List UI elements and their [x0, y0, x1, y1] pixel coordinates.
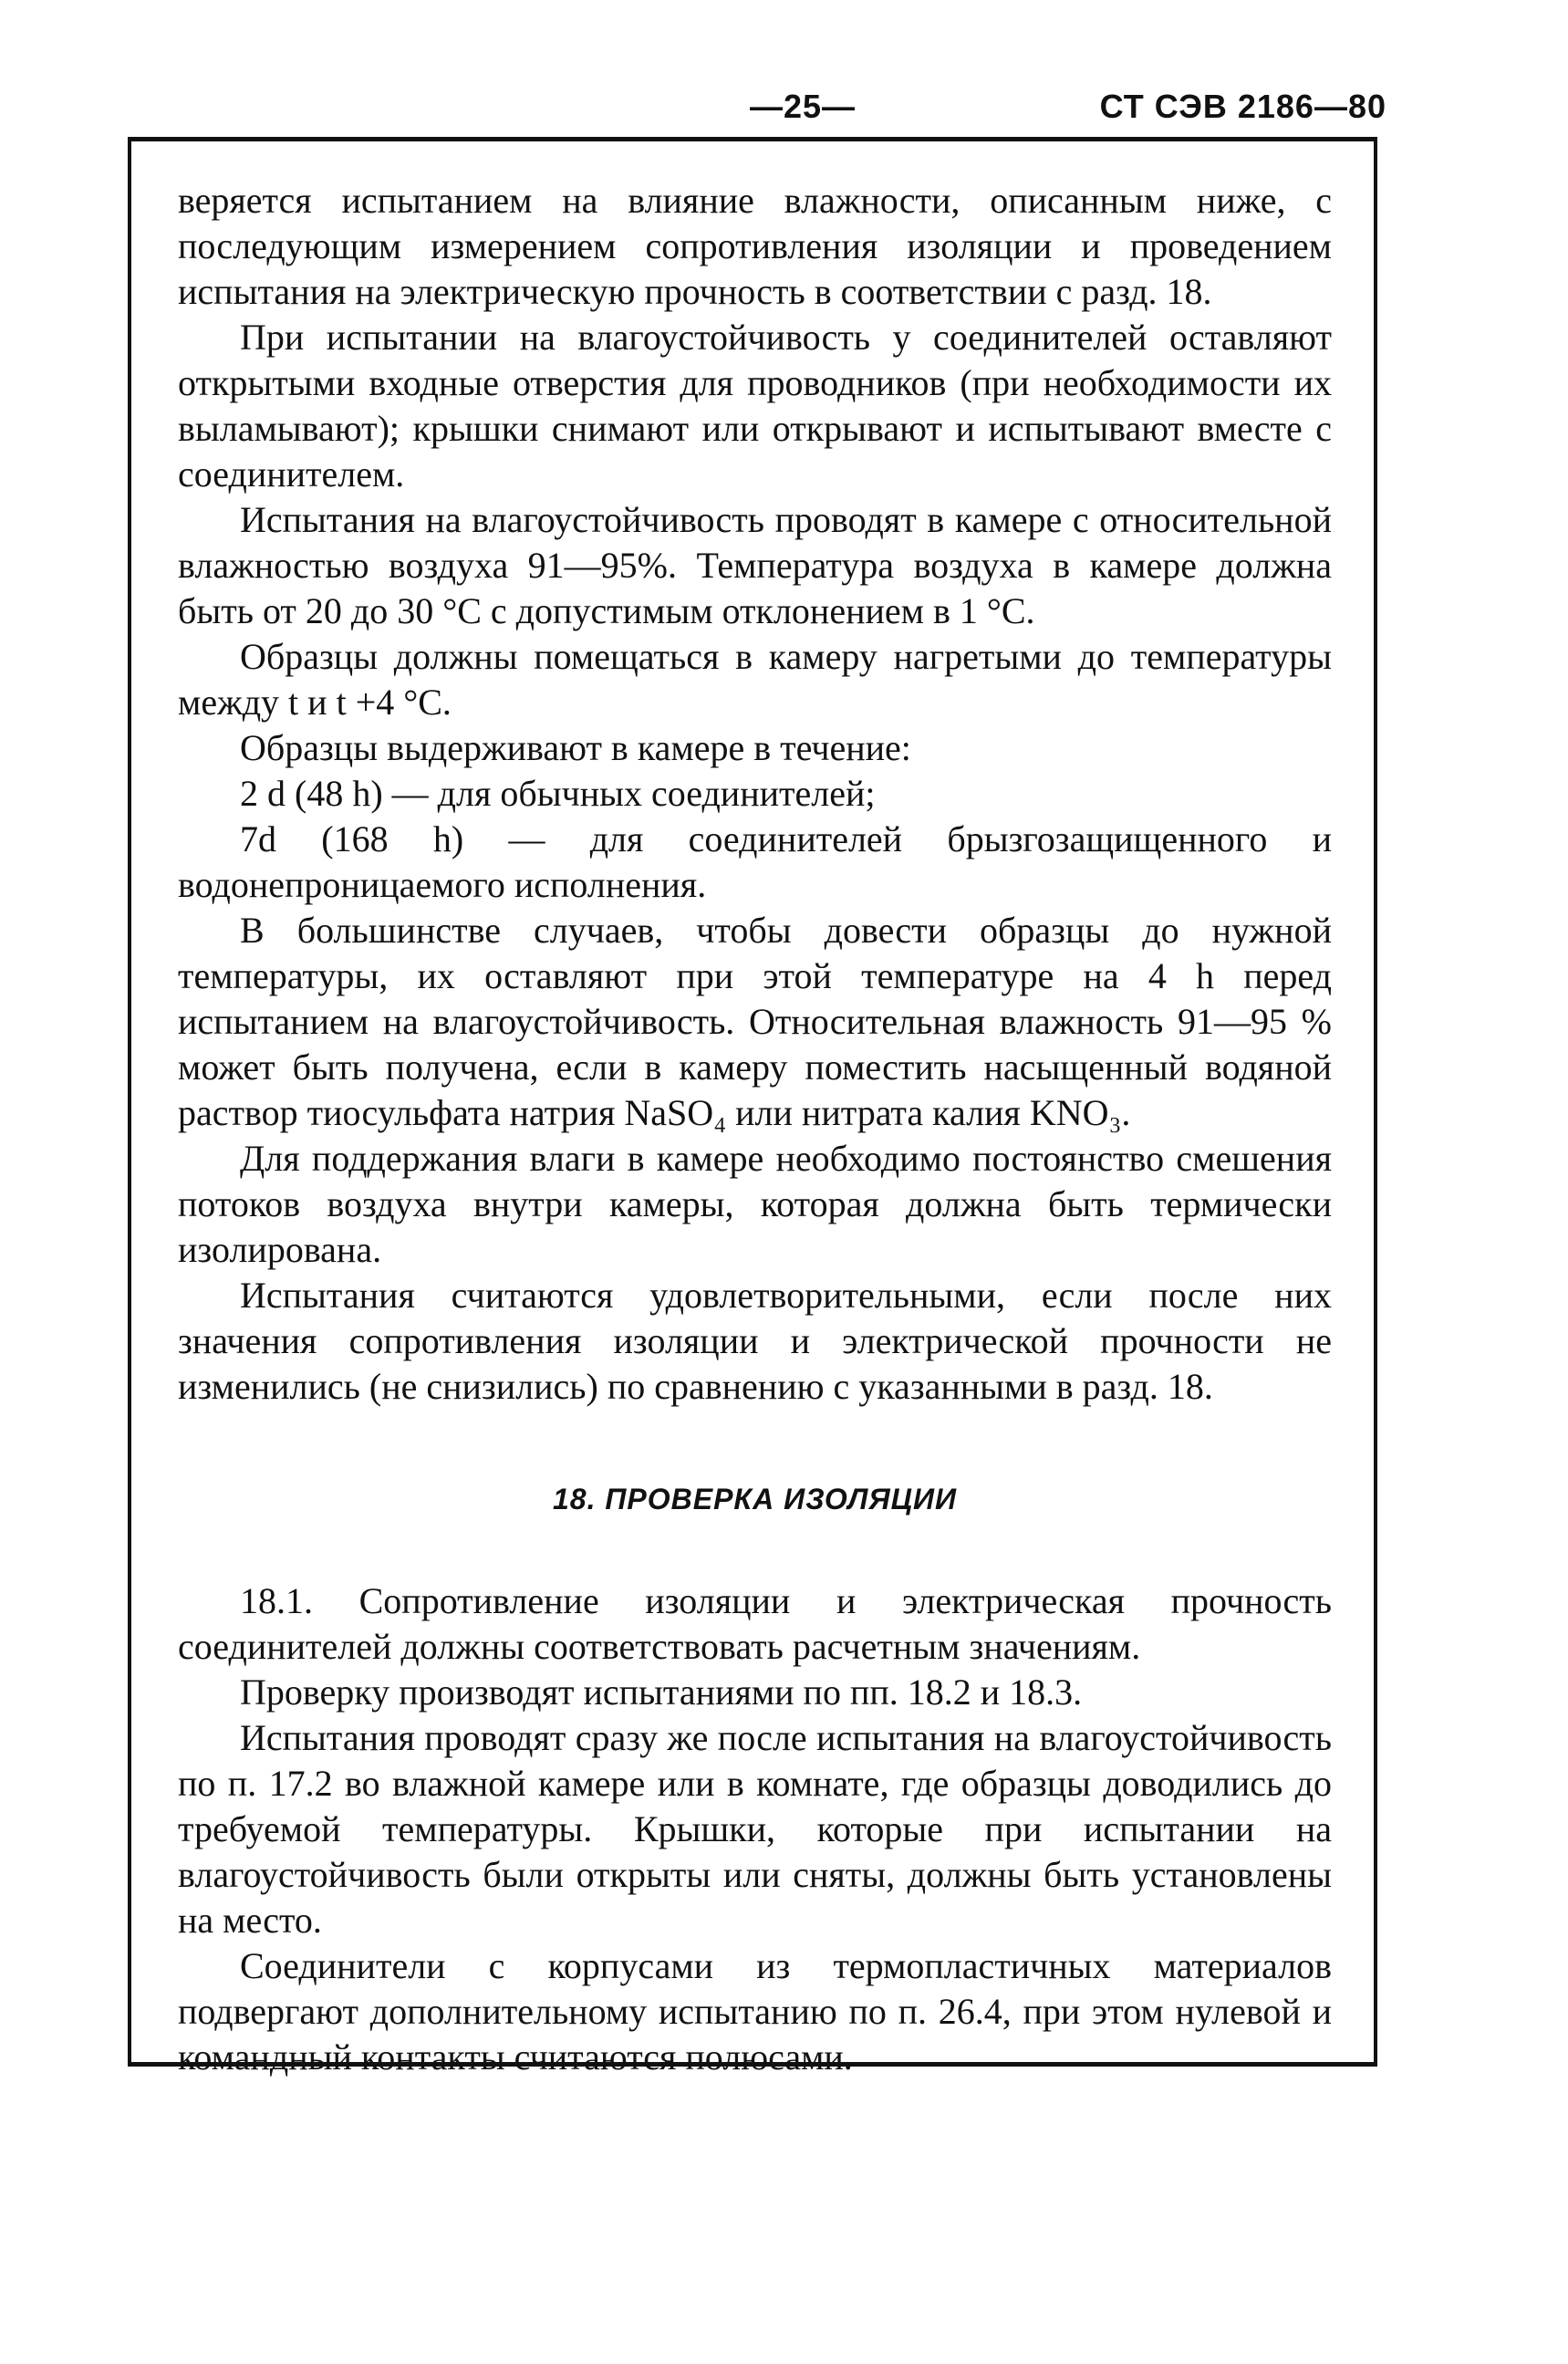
- paragraph-continuation: веряется испытанием на влияние влажности, описанным ниже, с последующим измерением сопротивления изоляции и проведением испытания на электрическую прочность в соответствии с разд. 18.: [178, 180, 1332, 312]
- paragraph-18-1: 18.1. Сопротивление изоляции и электрическая прочность соединителей должны соответствовать расчетным значениям.: [178, 1580, 1332, 1667]
- paragraph-acceptance: Испытания считаются удовлетворительными, если после них значения сопротивления изоляции и электрической прочности не изменились (не снизились) по сравнению с указанными в разд. 18.: [178, 1275, 1332, 1407]
- paragraph-air-mixing: Для поддержания влаги в камере необходимо постоянство смешения потоков воздуха внутри камеры, которая должна быть термически изолирована.: [178, 1138, 1332, 1270]
- paragraph-thermoplastic: Соединители с корпусами из термопластичных материалов подвергают дополнительному испытанию по п. 26.4, при этом нулевой и командный контакты считаются полюсами.: [178, 1945, 1332, 2078]
- paragraph-sample-temperature: Образцы должны помещаться в камеру нагретыми до температуры между t и t +4 °C.: [178, 636, 1332, 723]
- paragraph-preconditioning: В большинстве случаев, чтобы довести образцы до нужной температуры, их оставляют при этой температуре на 4 h перед испытанием на влагоустойчивость. Относительная влажность 91—95 % может быть получена, если в камеру поместить насыщенный водяной раствор тиосульфата натрия NaSO₄ или нитрата калия KNO₃.: [178, 910, 1332, 1133]
- paragraph-exposure-waterproof: 7d (168 h) — для соединителей брызгозащищенного и водонепроницаемого исполнения.: [178, 818, 1332, 905]
- page-header: [128, 88, 1386, 142]
- document-code: СТ СЭВ 2186—80: [1099, 88, 1386, 125]
- page-number: —25—: [749, 88, 857, 125]
- paragraph-test-timing: Испытания проводят сразу же после испытания на влагоустойчивость по п. 17.2 во влажной камере или в комнате, где образцы доводились до требуемой температуры. Крышки, которые при испытании на влагоустойчивость были открыты или сняты, должны быть установлены на место.: [178, 1717, 1332, 1941]
- paragraph-exposure-intro: Образцы выдерживают в камере в течение:: [240, 727, 911, 768]
- paragraph-exposure-ordinary: 2 d (48 h) — для обычных соединителей;: [240, 773, 876, 814]
- paragraph-open-inlets: При испытании на влагоустойчивость у соединителей оставляют открытыми входные отверстия для проводников (при необходимости их выламывают); крышки снимают или открывают и испытывают вместе с соединителем.: [178, 317, 1332, 495]
- section-heading: 18. ПРОВЕРКА ИЗОЛЯЦИИ: [552, 1483, 957, 1515]
- paragraph-check-method: Проверку производят испытаниями по пп. 18.2 и 18.3.: [240, 1671, 1083, 1713]
- paragraph-humidity-chamber: Испытания на влагоустойчивость проводят в камере с относительной влажностью воздуха 91—95%. Температура воздуха в камере должна быть от 20 до 30 °C с допустимым отклонением в 1 °C.: [178, 499, 1332, 631]
- page-content: [178, 178, 1332, 2080]
